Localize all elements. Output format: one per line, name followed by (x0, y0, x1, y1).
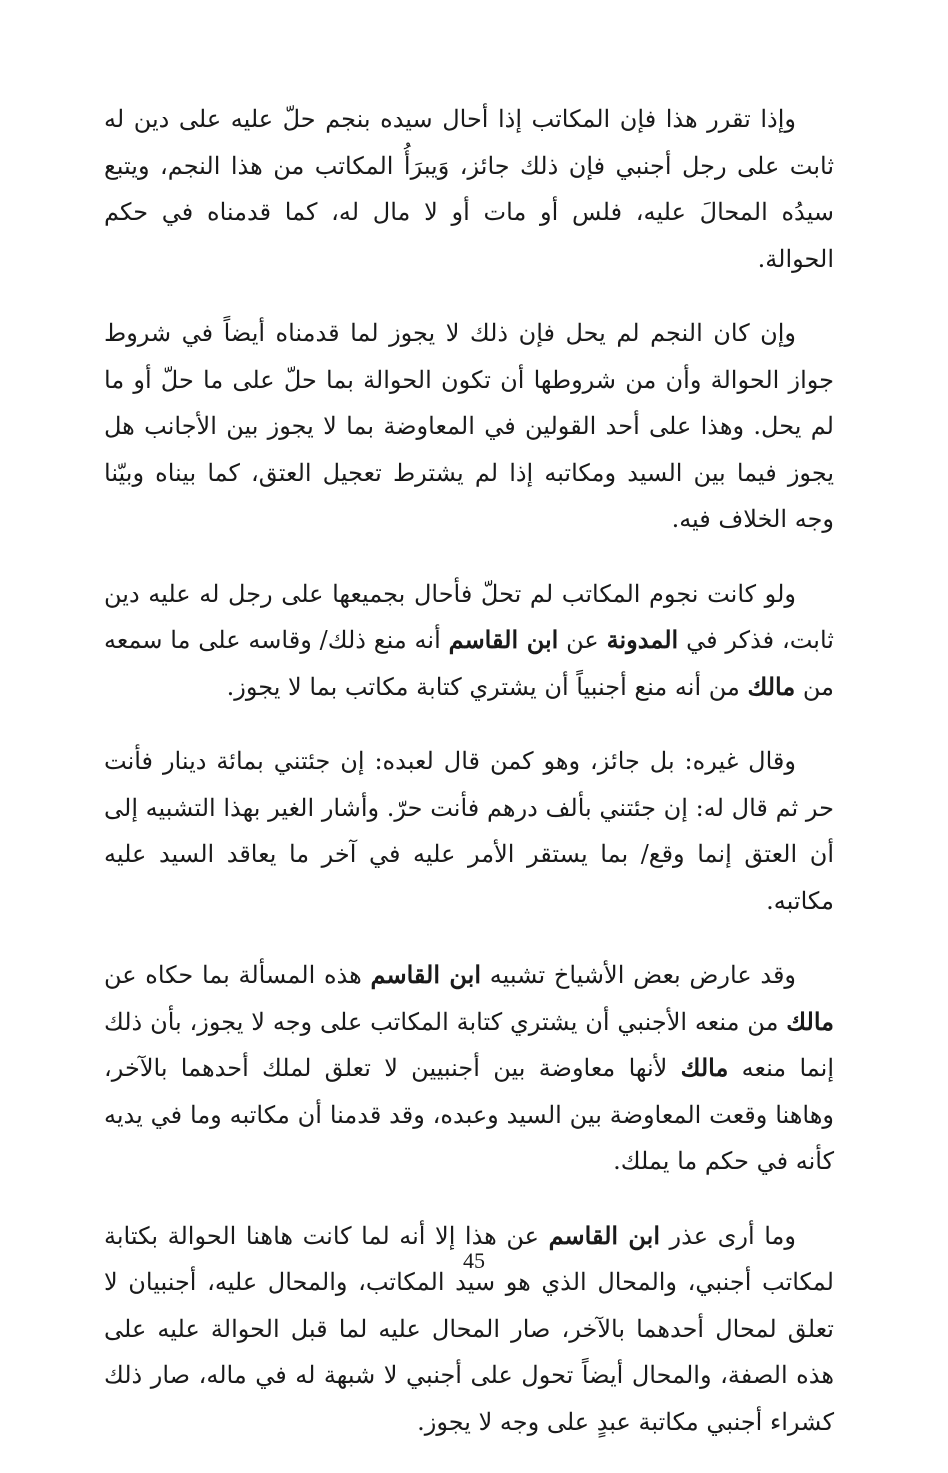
text-segment: وإذا تقرر هذا فإن المكاتب إذا أحال سيده بنجم حلّ عليه على دين له ثابت على رجل أجنبي فإن ذلك جائز، وَيبرَأُ المكاتب من هذا النجم، ويتبع سيدُه المحالَ عليه، فلس أو مات أو لا مال له، كما قدمناه في حكم الحوالة. (104, 105, 834, 273)
text-segment: وقال غيره: بل جائز، وهو كمن قال لعبده: إن جئتني بمائة دينار فأنت حر ثم قال له: إن جئتني بألف درهم فأنت حرّ. وأشار الغير بهذا التشبيه إلى أن العتق إنما وقع/ بما يستقر الأمر عليه في آخر ما يعاقد السيد عليه مكاتبه. (104, 747, 834, 915)
text-segment: وقد عارض بعض الأشياخ تشبيه (481, 961, 797, 989)
paragraph-4 (104, 738, 834, 924)
emphasized-name: ابن القاسم (548, 1220, 660, 1250)
text-segment: وإن كان النجم لم يحل فإن ذلك لا يجوز لما قدمناه أيضاً في شروط جواز الحوالة وأن من شروطها أن تكون الحوالة بما حلّ على ما حلّ أو ما لم يحل. وهذا على أحد القولين في المعاوضة بما لا يجوز بين الأجانب هل يجوز فيما بين السيد ومكاتبه إذا لم يشترط تعجيل العتق، كما بيناه وبيّنا وجه الخلاف فيه. (104, 319, 834, 533)
emphasized-name: ابن القاسم (448, 625, 559, 654)
text-segment: لأنها معاوضة بين أجنبيين لا تعلق لملك أحدهما بالآخر، وهاهنا وقعت المعاوضة بين السيد وعبده، وقد قدمنا أن مكاتبه وما في يديه كأنه في حكم ما يملك. (104, 1054, 834, 1175)
paragraph-1 (104, 96, 834, 282)
emphasized-name: المدونة (606, 625, 679, 654)
emphasized-name: مالك (680, 1053, 729, 1082)
text-segment: هذه المسألة بما حكاه عن (104, 961, 371, 989)
page-number: 45 (463, 1248, 485, 1273)
paragraph-2 (104, 310, 834, 543)
emphasized-name: مالك (786, 1006, 834, 1036)
text-segment: وما أرى عذر (659, 1221, 796, 1250)
paragraph-3 (104, 571, 834, 711)
paragraph-5 (104, 952, 834, 1185)
text-segment: عن هذا إلا أنه لما كانت هاهنا الحوالة بكتابة لمكاتب أجنبي، والمحال الذي هو سيد المكاتب، والمحال عليه، أجنبيان لا تعلق لمحال أحدهما بالآخر، صار المحال عليه لما قبل الحوالة عليه على هذه الصفة، والمحال أيضاً تحول على أجنبي لا شبهة له في ماله، صار ذلك كشراء أجنبي مكاتبة عبدٍ على وجه لا يجوز. (104, 1221, 834, 1436)
text-segment: من أنه منع أجنبياً أن يشتري كتابة مكاتب بما لا يجوز. (226, 672, 748, 701)
text-segment: عن (558, 626, 607, 654)
text-segment: من منعه الأجنبي أن يشتري كتابة المكاتب على وجه لا يجوز، بأن ذلك إنما منعه (104, 1007, 834, 1082)
text-segment: ولو كانت نجوم المكاتب لم تحلّ فأحال بجميعها على رجل له عليه دين ثابت، فذكر في (104, 579, 834, 654)
emphasized-name: مالك (747, 671, 796, 701)
emphasized-name: ابن القاسم (370, 960, 482, 989)
text-segment: أنه منع ذلك/ وقاسه على ما سمعه من (104, 626, 834, 701)
